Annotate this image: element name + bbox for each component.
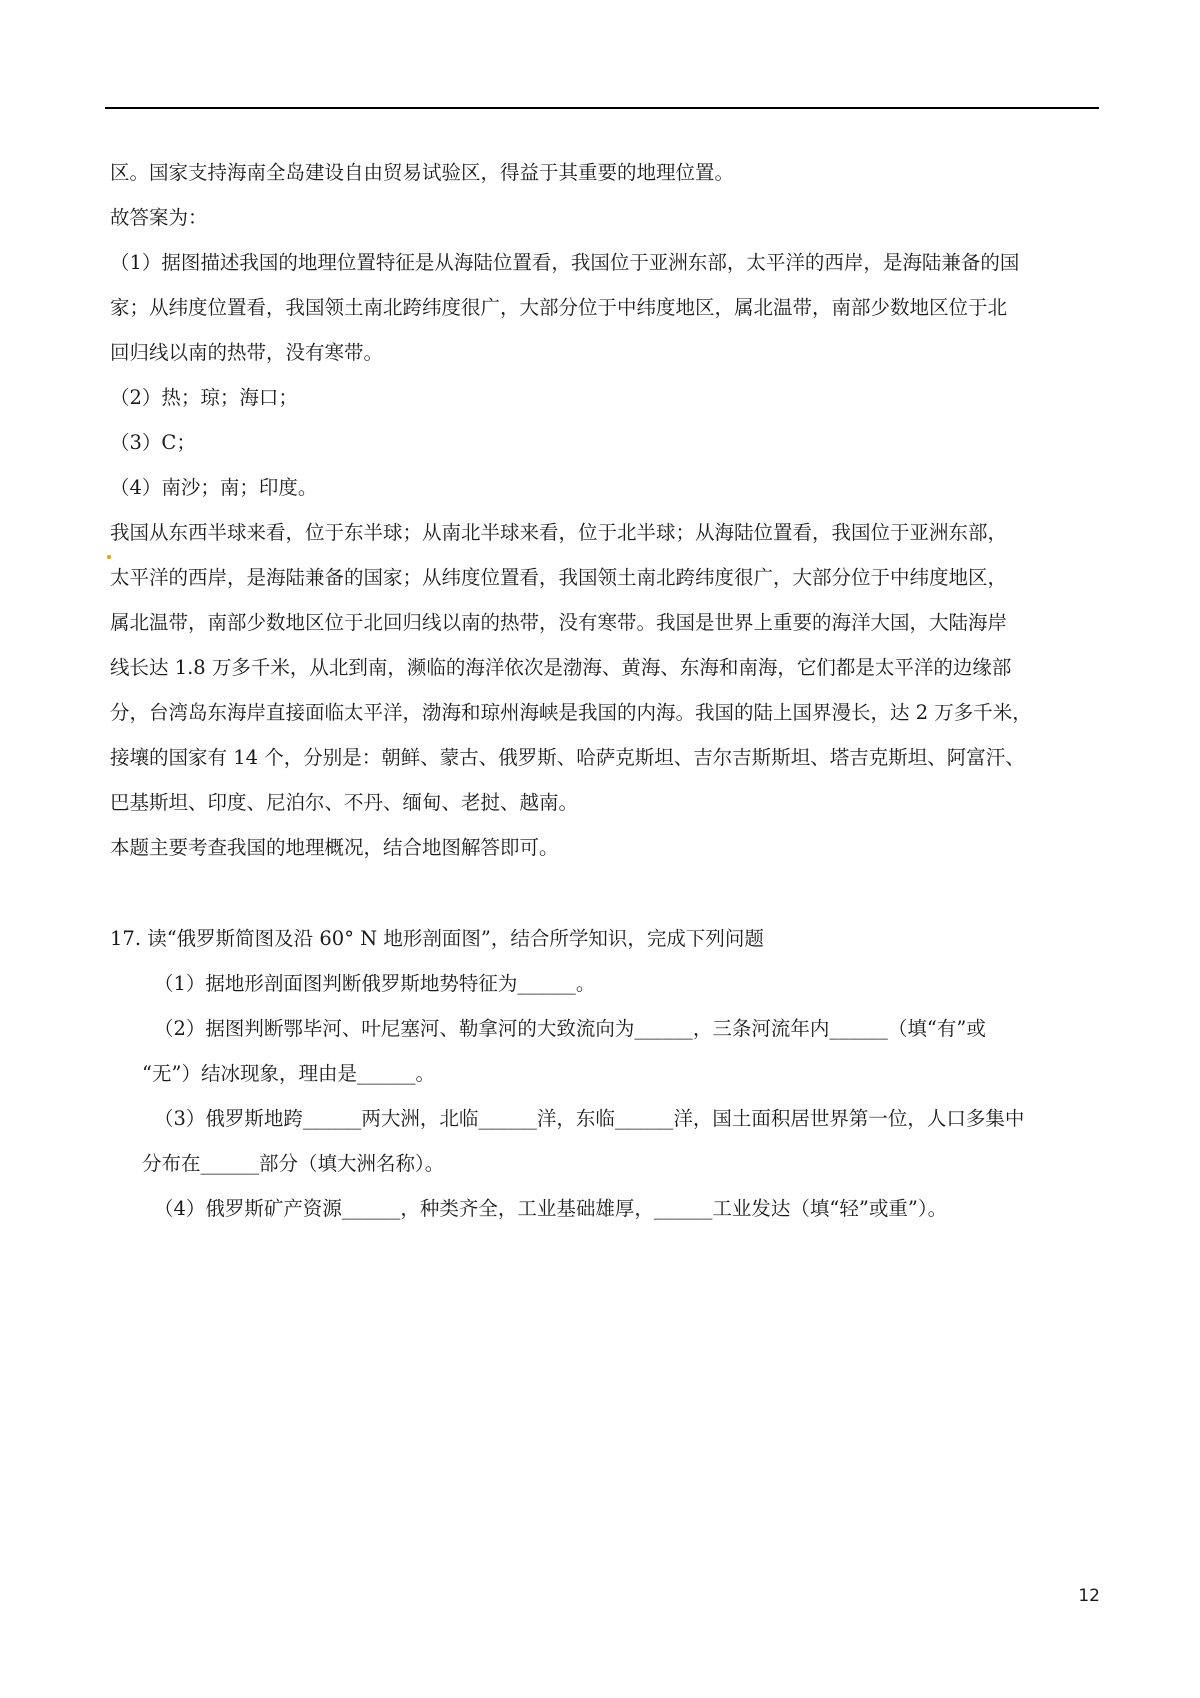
answer-line: （1）据图描述我国的地理位置特征是从海陆位置看，我国位于亚洲东部，太平洋的西岸，是海陆兼备的国 — [110, 251, 1020, 274]
answer-line: （2）热；琼；海口； — [110, 386, 298, 409]
analysis-line: 线长达 1.8 万多千米，从北到南，濒临的海洋依次是渤海、黄海、东海和南海，它们都是太平洋的边缘部 — [110, 656, 1012, 679]
answer-line: （3）C； — [110, 431, 196, 454]
question-17-part-4: （4）俄罗斯矿产资源______，种类齐全，工业基础雄厚，______工业发达（填“轻”或重”）。 — [154, 1197, 948, 1220]
question-17-part-1: （1）据地形剖面图判断俄罗斯地势特征为______。 — [154, 972, 596, 995]
analysis-summary: 本题主要考查我国的地理概况，结合地图解答即可。 — [110, 836, 559, 859]
answer-line: 回归线以南的热带，没有寒带。 — [110, 341, 384, 364]
question-17-part-2: （2）据图判断鄂毕河、叶尼塞河、勒拿河的大致流向为______，三条河流年内______（填“有”或 — [154, 1017, 986, 1040]
page-content — [110, 150, 1100, 1231]
analysis-line: 巴基斯坦、印度、尼泊尔、不丹、缅甸、老挝、越南。 — [110, 791, 579, 814]
analysis-line: 属北温带，南部少数地区位于北回归线以南的热带，没有寒带。我国是世界上重要的海洋大国，大陆海岸 — [110, 611, 1008, 634]
answer-line: （4）南沙；南；印度。 — [110, 476, 318, 499]
analysis-line: 接壤的国家有 14 个，分别是：朝鲜、蒙古、俄罗斯、哈萨克斯坦、吉尔吉斯斯坦、塔吉克斯坦、阿富汗、 — [110, 746, 1025, 769]
page-number: 12 — [1078, 1586, 1100, 1606]
question-17-stem: 17. 读“俄罗斯简图及沿 60° N 地形剖面图”，结合所学知识，完成下列问题 — [110, 927, 764, 950]
question-17-part-3: （3）俄罗斯地跨______两大洲，北临______洋，东临______洋，国土面积居世界第一位，人口多集中 — [154, 1107, 1025, 1130]
answer-line: 区。国家支持海南全岛建设自由贸易试验区，得益于其重要的地理位置。 — [110, 161, 735, 184]
answer-heading: 故答案为： — [110, 206, 208, 229]
question-17-part-2-cont: “无”）结冰现象，理由是______。 — [142, 1062, 435, 1085]
analysis-line: 太平洋的西岸，是海陆兼备的国家；从纬度位置看，我国领土南北跨纬度很广，大部分位于中纬度地区， — [110, 566, 1008, 589]
question-17-part-3-cont: 分布在______部分（填大洲名称）。 — [142, 1152, 445, 1175]
header-rule — [105, 107, 1099, 109]
answer-line: 家；从纬度位置看，我国领土南北跨纬度很广，大部分位于中纬度地区，属北温带，南部少数地区位于北 — [110, 296, 1008, 319]
analysis-line: 我国从东西半球来看，位于东半球；从南北半球来看，位于北半球；从海陆位置看，我国位于亚洲东部， — [110, 521, 1008, 544]
section-gap — [110, 870, 1100, 916]
analysis-line: 分，台湾岛东海岸直接面临太平洋，渤海和琼州海峡是我国的内海。我国的陆上国界漫长，达 2 万多千米， — [110, 701, 1032, 724]
